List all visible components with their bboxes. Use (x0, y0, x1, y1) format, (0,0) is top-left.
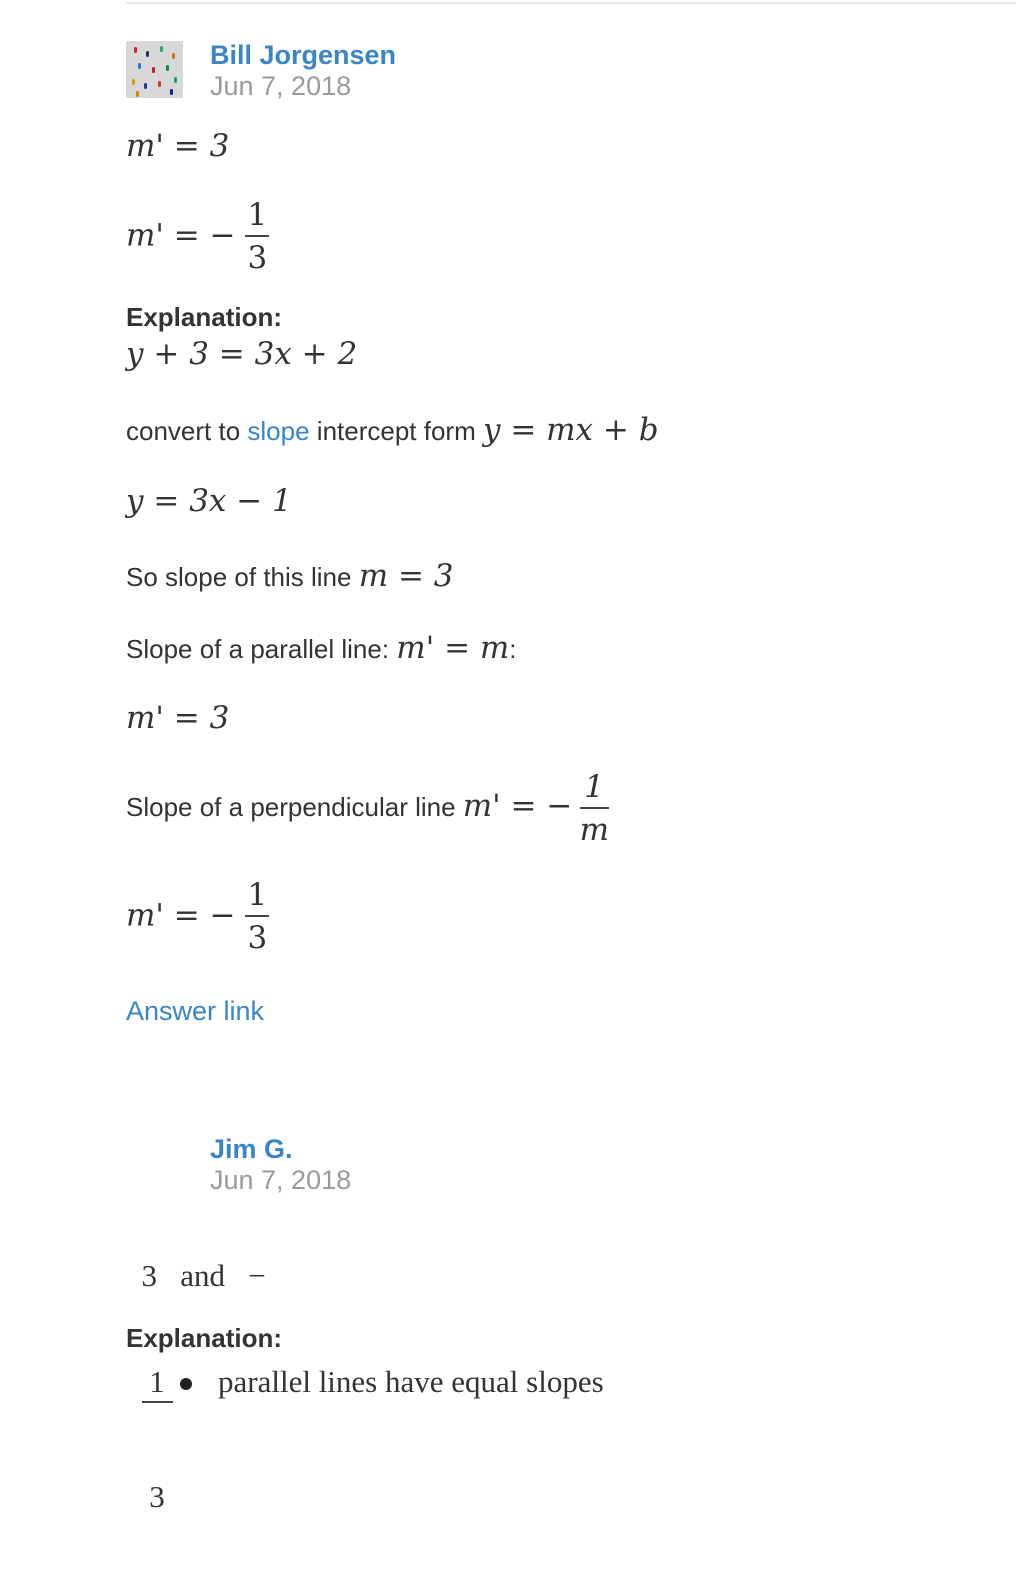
fraction (245, 877, 269, 956)
fraction-numerator: 1 (245, 880, 269, 917)
math-inline: m' = m (396, 630, 510, 666)
result-parallel: m' = 3 (126, 128, 230, 164)
bullet-icon (180, 1378, 192, 1390)
answer-date: Jun 7, 2018 (210, 1165, 352, 1195)
fraction-denominator: 3 (247, 920, 268, 956)
text-segment: convert to (126, 416, 248, 446)
math-inline: m' = − (462, 787, 573, 824)
answer2-result (126, 1222, 266, 1584)
fraction-denominator: 3 (149, 1479, 165, 1514)
so-slope-line (126, 558, 454, 594)
text-segment: : (509, 634, 517, 664)
fraction-denominator: 3 (247, 240, 268, 276)
convert-line (126, 412, 659, 448)
fraction-numerator: 1 (245, 200, 269, 237)
author-name[interactable]: Bill Jorgensen (210, 40, 397, 70)
explanation-label: Explanation: (126, 1323, 283, 1353)
perpendicular-line-rule (126, 769, 609, 848)
perpendicular-result (126, 877, 269, 956)
math-inline: y = mx + b (482, 412, 659, 448)
given-equation: y + 3 = 3x + 2 (126, 336, 358, 372)
parallel-result: m' = 3 (126, 700, 230, 736)
result-perpendicular (126, 197, 269, 276)
text-segment: Slope of a perpendicular line (126, 791, 463, 822)
parallel-line-rule (126, 630, 517, 666)
explanation-label: Explanation: (126, 302, 283, 332)
text-segment: intercept form (309, 416, 483, 446)
text-segment: Slope of a parallel line: (126, 634, 397, 664)
slope-link[interactable]: slope (247, 416, 310, 446)
fraction-numerator: 1 (580, 772, 609, 809)
math-prefix: m' = − (126, 897, 236, 934)
author-name[interactable]: Jim G. (210, 1134, 293, 1164)
bullet-text: parallel lines have equal slopes (218, 1364, 604, 1399)
top-divider (126, 2, 1016, 4)
math-prefix: 3 and − (141, 1258, 266, 1293)
text-segment: So slope of this line (126, 562, 359, 592)
fraction (245, 197, 269, 276)
slope-intercept-equation: y = 3x − 1 (126, 483, 292, 519)
answer-date: Jun 7, 2018 (210, 71, 352, 101)
avatar[interactable] (126, 41, 183, 98)
math-inline: m = 3 (358, 558, 454, 594)
answer-link[interactable]: Answer link (126, 996, 265, 1026)
fraction (579, 769, 609, 848)
fraction-numerator: 1 (142, 1366, 173, 1403)
fraction-denominator: m (579, 812, 609, 848)
math-prefix: m' = − (126, 217, 236, 254)
